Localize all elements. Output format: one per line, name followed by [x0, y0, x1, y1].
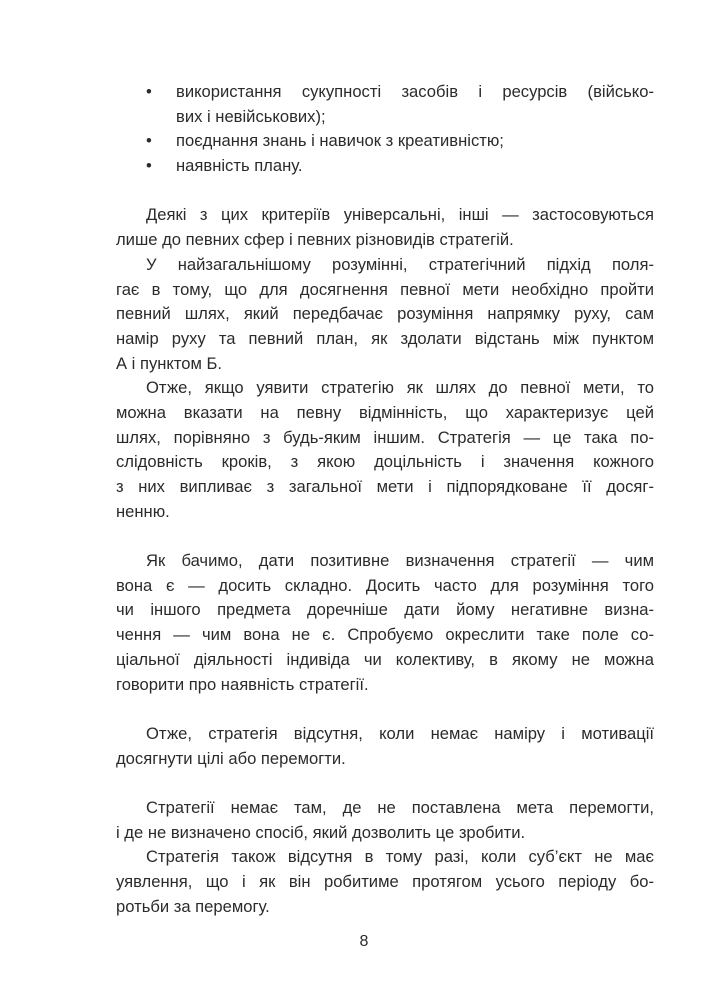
text-line: досягнути цілі або перемогти.	[116, 748, 346, 768]
text-line: ненню.	[116, 501, 170, 521]
paragraph-spacer	[116, 697, 654, 722]
bullet-list-item	[116, 129, 654, 154]
text-line: уявлення, що і як він робитиме протягом усього періоду бо-	[116, 872, 654, 891]
text-line: Отже, стратегія відсутня, коли немає наміру і мотивації	[146, 723, 654, 743]
page-body	[116, 80, 654, 919]
paragraph	[116, 376, 654, 524]
bullet-icon: •	[146, 156, 152, 176]
paragraph	[116, 845, 654, 919]
paragraph	[116, 796, 654, 845]
bullet-icon: •	[146, 82, 152, 101]
bullet-list-item	[116, 80, 654, 129]
text-line: слідовність кроків, з якою доцільність і значення кожного	[116, 452, 654, 472]
text-line: Як бачимо, дати позитивне визначення стратегії — чим	[146, 551, 654, 571]
text-line: вона є — досить складно. Досить часто для розуміння того	[116, 575, 654, 595]
text-line: намір руху та певний план, як здолати відстань між пунктом	[116, 328, 654, 348]
bullet-icon: •	[146, 131, 152, 151]
line-text: використання сукупності засобів і ресурсів (військо-	[176, 82, 654, 101]
text-line	[116, 105, 654, 130]
text-line: можна вказати на певну відмінність, що характеризує цей	[116, 402, 654, 422]
bullet-list-item	[116, 154, 654, 179]
text-line: чення — чим вона не є. Спробуємо окреслити таке поле со-	[116, 625, 654, 645]
text-line: з них випливає з загальної мети і підпорядковане її досяг-	[116, 477, 654, 496]
text-line: Стратегія також відсутня в тому разі, коли суб’єкт не має	[146, 847, 654, 867]
text-line	[116, 154, 654, 179]
paragraph	[116, 549, 654, 697]
text-line: і де не визначено спосіб, який дозволить це зробити.	[116, 822, 526, 842]
text-line	[116, 80, 654, 105]
line-text: вих і невійськових);	[176, 106, 326, 126]
text-line: ціальної діяльності індивіда чи колективу, в якому не можна	[116, 649, 654, 669]
text-line: чи іншого предмета доречніше дати йому негативне визна-	[116, 600, 654, 620]
text-line: говорити про наявність стратегії.	[116, 674, 369, 694]
paragraph	[116, 203, 654, 252]
text-line: гає в тому, що для досягнення певної мети необхідно пройти	[116, 279, 654, 299]
line-text: наявність плану.	[176, 156, 303, 176]
paragraph-spacer	[116, 179, 654, 204]
paragraph-spacer	[116, 771, 654, 796]
text-line: Деякі з цих критеріїв універсальні, інші — застосовуються	[146, 205, 654, 225]
text-line: Стратегії немає там, де не поставлена мета перемогти,	[146, 797, 654, 817]
paragraph	[116, 722, 654, 771]
text-line: У найзагальнішому розумінні, стратегічний підхід поля-	[146, 254, 654, 274]
page-number: 8	[359, 933, 369, 950]
text-line	[116, 129, 654, 154]
text-line: певний шлях, який передбачає розуміння напрямку руху, сам	[116, 304, 654, 324]
paragraph	[116, 253, 654, 376]
paragraph-spacer	[116, 524, 654, 549]
text-line: лише до певних сфер і певних різновидів стратегій.	[116, 230, 514, 250]
text-line: А і пунктом Б.	[116, 353, 223, 373]
text-line: Отже, якщо уявити стратегію як шлях до певної мети, то	[146, 378, 654, 398]
line-text: поєднання знань і навичок з креативністю;	[176, 131, 504, 151]
text-line: ротьби за перемогу.	[116, 896, 270, 916]
text-line: шлях, порівняно з будь-яким іншим. Стратегія — це така по-	[116, 427, 654, 447]
